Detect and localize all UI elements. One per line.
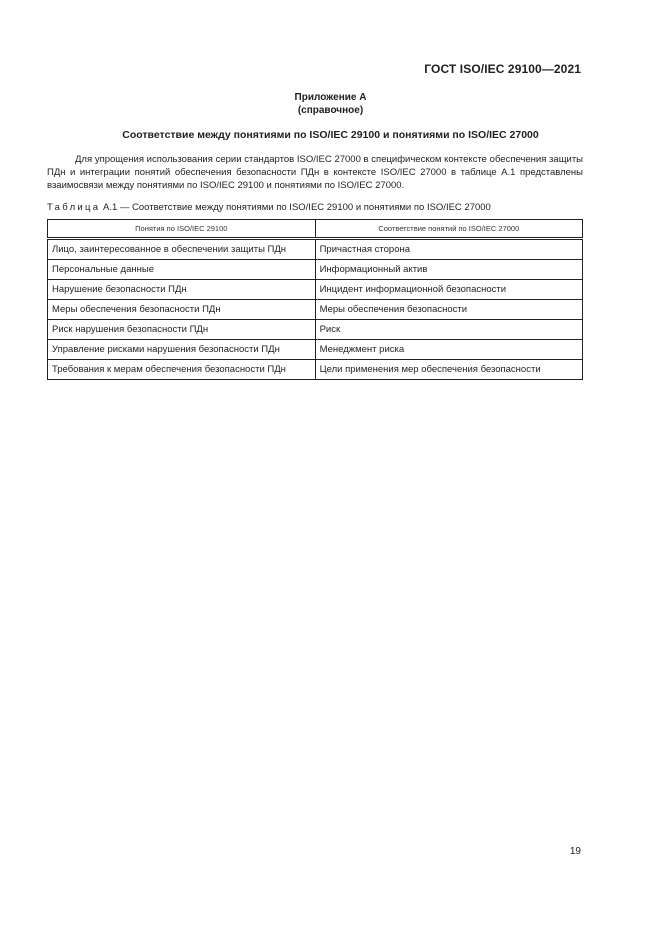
concepts-table	[47, 219, 583, 380]
standard-code: ГОСТ ISO/IEC 29100—2021	[424, 62, 581, 76]
table-cell: Информационный актив	[315, 260, 582, 280]
table-cell: Менеджмент риска	[315, 340, 582, 360]
table-row	[48, 300, 583, 320]
intro-paragraph: Для упрощения использования серии стандартов ISO/IEC 27000 в специфическом контексте обеспечения защиты ПДн и интеграции понятий обеспечения безопасности ПДн в контексте ISO/IEC 27000 в таблице А.1 представлены взаимосвязи между понятиями по ISO/IEC 29100 и понятиями по ISO/IEC 27000.	[47, 154, 583, 191]
table-cell: Персональные данные	[48, 260, 316, 280]
table-cell: Меры обеспечения безопасности ПДн	[48, 300, 316, 320]
table-row	[48, 280, 583, 300]
table-cell: Риск	[315, 320, 582, 340]
table-cell: Лицо, заинтересованное в обеспечении защиты ПДн	[48, 239, 316, 260]
column-header: Соответствие понятий по ISO/IEC 27000	[315, 220, 582, 239]
table-row	[48, 340, 583, 360]
table-cell: Инцидент информационной безопасности	[315, 280, 582, 300]
annex-title: Соответствие между понятиями по ISO/IEC 29100 и понятиями по ISO/IEC 27000	[122, 129, 539, 141]
annex-heading	[0, 91, 661, 117]
annex-label: Приложение А	[294, 92, 367, 103]
annex-type: (справочное)	[297, 105, 364, 116]
table-cell: Риск нарушения безопасности ПДн	[48, 320, 316, 340]
table-cell: Цели применения мер обеспечения безопасности	[315, 360, 582, 380]
table-row	[48, 239, 583, 260]
page-number: 19	[569, 846, 581, 857]
table-row	[48, 260, 583, 280]
table-cell: Требования к мерам обеспечения безопасности ПДн	[48, 360, 316, 380]
table-header-row	[48, 220, 583, 239]
table-cell: Нарушение безопасности ПДн	[48, 280, 316, 300]
table-row	[48, 360, 583, 380]
table-cell: Управление рисками нарушения безопасности ПДн	[48, 340, 316, 360]
table-caption	[47, 202, 491, 213]
table-cell: Причастная сторона	[315, 239, 582, 260]
table-caption-label: Таблица	[47, 202, 101, 213]
table-cell: Меры обеспечения безопасности	[315, 300, 582, 320]
table-row	[48, 320, 583, 340]
table-caption-text: А.1 — Соответствие между понятиями по ISO/IEC 29100 и понятиями по ISO/IEC 27000	[103, 202, 491, 213]
column-header: Понятия по ISO/IEC 29100	[48, 220, 316, 239]
